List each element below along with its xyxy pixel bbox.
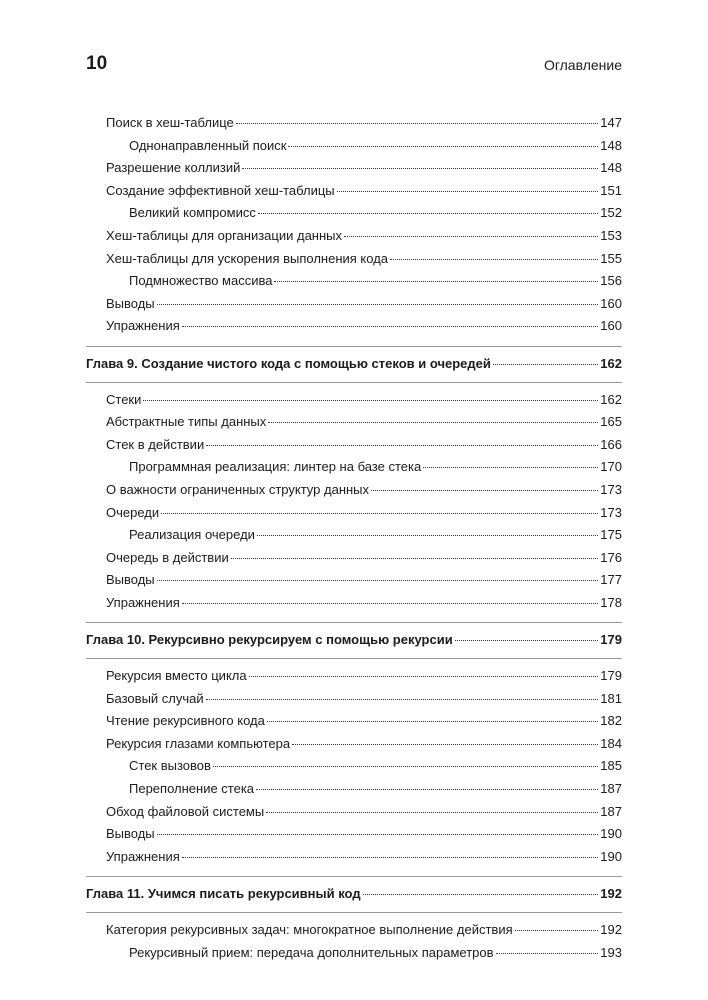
toc-entry-title: Подмножество массива bbox=[129, 273, 273, 289]
section-divider bbox=[86, 652, 622, 665]
toc-chapter-entry[interactable] bbox=[86, 883, 622, 906]
toc-section-entry[interactable] bbox=[86, 823, 622, 846]
toc-section-entry[interactable] bbox=[86, 547, 622, 570]
toc-page-number: 179 bbox=[600, 632, 622, 648]
dot-leader bbox=[257, 535, 598, 536]
dot-leader bbox=[274, 281, 598, 282]
toc-entry-title: Стек в действии bbox=[106, 436, 205, 452]
toc-entry-title: Категория рекурсивных задач: многократное выполнение действия bbox=[106, 922, 513, 937]
dot-leader bbox=[363, 894, 599, 895]
toc-entry-title: Программная реализация: линтер на базе стека bbox=[129, 459, 422, 475]
toc-page-number: 170 bbox=[600, 459, 622, 475]
dot-leader bbox=[157, 834, 599, 835]
toc-subsection-entry[interactable] bbox=[86, 135, 622, 158]
toc-section-entry[interactable] bbox=[86, 389, 622, 412]
toc-page-number: 166 bbox=[600, 436, 622, 452]
toc-entry-title: Хеш-таблицы для организации данных bbox=[106, 227, 343, 243]
toc-entry-title: Рекурсивный прием: передача дополнительных параметров bbox=[129, 944, 494, 960]
toc-page-number: 175 bbox=[600, 527, 622, 543]
toc-section-entry[interactable] bbox=[86, 248, 622, 271]
dot-leader bbox=[206, 699, 599, 700]
dot-leader bbox=[496, 953, 599, 954]
toc-section-entry[interactable] bbox=[86, 733, 622, 756]
toc-page-number: 151 bbox=[600, 182, 622, 198]
toc-page-number: 160 bbox=[600, 318, 622, 334]
section-divider bbox=[86, 906, 622, 919]
toc-section-entry[interactable] bbox=[86, 479, 622, 502]
toc-page-number: 155 bbox=[600, 250, 622, 266]
toc-entry-title: Стеки bbox=[106, 391, 142, 407]
toc-page-number: 165 bbox=[600, 414, 622, 430]
toc-entry-title: Стек вызовов bbox=[129, 758, 211, 774]
toc-section-entry[interactable] bbox=[86, 157, 622, 180]
toc-subsection-entry[interactable] bbox=[86, 524, 622, 547]
dot-leader bbox=[288, 146, 598, 147]
section-divider bbox=[86, 338, 622, 353]
toc-page-number: 182 bbox=[600, 713, 622, 729]
dot-leader bbox=[258, 213, 598, 214]
dot-leader bbox=[157, 580, 599, 581]
dot-leader bbox=[390, 259, 598, 260]
toc-section-entry[interactable] bbox=[86, 846, 622, 869]
toc-section-entry[interactable] bbox=[86, 592, 622, 615]
toc-page-number: 177 bbox=[600, 572, 622, 588]
toc-section-entry[interactable] bbox=[86, 502, 622, 525]
toc-entry-title: Великий компромисс bbox=[129, 205, 256, 221]
toc-page-number: 192 bbox=[600, 922, 622, 937]
section-divider bbox=[86, 868, 622, 883]
toc-subsection-entry[interactable] bbox=[86, 755, 622, 778]
dot-leader bbox=[231, 558, 599, 559]
toc-section-entry[interactable] bbox=[86, 112, 622, 135]
toc-page-number: 153 bbox=[600, 227, 622, 243]
toc-entry-title: О важности ограниченных структур данных bbox=[106, 481, 370, 497]
dot-leader bbox=[182, 857, 599, 858]
dot-leader bbox=[249, 676, 599, 677]
dot-leader bbox=[161, 513, 598, 514]
toc-entry-title: Абстрактные типы данных bbox=[106, 414, 267, 430]
dot-leader bbox=[455, 640, 599, 641]
toc-subsection-entry[interactable] bbox=[86, 942, 622, 965]
toc-page-number: 192 bbox=[600, 886, 622, 902]
toc-subsection-entry[interactable] bbox=[86, 202, 622, 225]
toc-page-number: 176 bbox=[600, 549, 622, 565]
toc-entry-title: Разрешение коллизий bbox=[106, 160, 241, 176]
toc-page-number: 160 bbox=[600, 295, 622, 311]
toc-section-entry[interactable] bbox=[86, 411, 622, 434]
running-title: Оглавление bbox=[543, 57, 622, 73]
toc-entry-title: Однонаправленный поиск bbox=[129, 137, 287, 153]
toc-entry-title: Рекурсия глазами компьютера bbox=[106, 735, 291, 751]
dot-leader bbox=[423, 467, 598, 468]
toc-entry-title: Глава 9. Создание чистого кода с помощью стеков и очередей bbox=[86, 355, 491, 371]
toc-entry-title: Упражнения bbox=[106, 318, 180, 334]
toc-entry-title: Чтение рекурсивного кода bbox=[106, 713, 265, 729]
dot-leader bbox=[242, 168, 598, 169]
toc-page-number: 152 bbox=[600, 205, 622, 221]
dot-leader bbox=[292, 744, 598, 745]
toc-section-entry[interactable] bbox=[86, 688, 622, 711]
dot-leader bbox=[143, 400, 598, 401]
toc-entry-title: Глава 11. Учимся писать рекурсивный код bbox=[86, 886, 361, 902]
dot-leader bbox=[182, 326, 599, 327]
section-divider bbox=[86, 614, 622, 629]
dot-leader bbox=[213, 766, 598, 767]
toc-entry-title: Хеш-таблицы для ускорения выполнения кода bbox=[106, 250, 389, 266]
dot-leader bbox=[515, 930, 599, 931]
toc-subsection-entry[interactable] bbox=[86, 270, 622, 293]
toc-entry-title: Упражнения bbox=[106, 848, 180, 864]
toc-entry-title: Переполнение стека bbox=[129, 781, 255, 797]
toc-entry-title: Поиск в хеш-таблице bbox=[106, 115, 234, 130]
toc-entry-title: Упражнения bbox=[106, 594, 180, 610]
toc-page-number: 179 bbox=[600, 668, 622, 684]
toc-entry-title: Базовый случай bbox=[106, 690, 204, 706]
section-divider bbox=[86, 376, 622, 389]
toc-page-number: 185 bbox=[600, 758, 622, 774]
dot-leader bbox=[266, 812, 598, 813]
dot-leader bbox=[268, 422, 598, 423]
toc-entry-title: Выводы bbox=[106, 295, 155, 311]
toc-page-number: 181 bbox=[600, 690, 622, 706]
toc-section-entry[interactable] bbox=[86, 180, 622, 203]
toc-page-number: 187 bbox=[600, 803, 622, 819]
toc-page-number: 187 bbox=[600, 781, 622, 797]
dot-leader bbox=[267, 721, 598, 722]
toc-entry-title: Создание эффективной хеш-таблицы bbox=[106, 182, 335, 198]
toc-page-number: 190 bbox=[600, 826, 622, 842]
toc-section-entry[interactable] bbox=[86, 569, 622, 592]
toc-section-entry[interactable] bbox=[86, 919, 622, 942]
toc-chapter-entry[interactable] bbox=[86, 353, 622, 376]
dot-leader bbox=[182, 603, 599, 604]
toc-page-number: 156 bbox=[600, 273, 622, 289]
toc-entry-title: Выводы bbox=[106, 826, 155, 842]
dot-leader bbox=[344, 236, 598, 237]
toc-section-entry[interactable] bbox=[86, 293, 622, 316]
dot-leader bbox=[157, 304, 599, 305]
toc-chapter-entry[interactable] bbox=[86, 629, 622, 652]
toc-section-entry[interactable] bbox=[86, 434, 622, 457]
dot-leader bbox=[493, 364, 598, 365]
dot-leader bbox=[337, 191, 599, 192]
toc-page-number: 162 bbox=[600, 391, 622, 407]
dot-leader bbox=[206, 445, 598, 446]
toc-subsection-entry[interactable] bbox=[86, 456, 622, 479]
toc-page-number: 178 bbox=[600, 594, 622, 610]
toc-entry-title: Очередь в действии bbox=[106, 549, 229, 565]
dot-leader bbox=[236, 123, 599, 124]
dot-leader bbox=[371, 490, 598, 491]
toc-page-number: 147 bbox=[600, 115, 622, 130]
toc-entry-title: Реализация очереди bbox=[129, 527, 255, 543]
toc-page-number: 184 bbox=[600, 735, 622, 751]
toc-page-number: 148 bbox=[600, 137, 622, 153]
toc-entry-title: Обход файловой системы bbox=[106, 803, 265, 819]
toc-page-number: 173 bbox=[600, 504, 622, 520]
toc-section-entry[interactable] bbox=[86, 665, 622, 688]
dot-leader bbox=[256, 789, 598, 790]
toc-section-entry[interactable] bbox=[86, 225, 622, 248]
toc-entry-title: Рекурсия вместо цикла bbox=[106, 668, 247, 684]
toc-page-number: 193 bbox=[600, 944, 622, 960]
toc-entry-title: Глава 10. Рекурсивно рекурсируем с помощью рекурсии bbox=[86, 632, 453, 648]
page-number: 10 bbox=[86, 53, 108, 74]
toc-subsection-entry[interactable] bbox=[86, 778, 622, 801]
toc-entry-title: Очереди bbox=[106, 504, 160, 520]
table-of-contents bbox=[86, 112, 622, 964]
toc-page-number: 190 bbox=[600, 848, 622, 864]
toc-section-entry[interactable] bbox=[86, 315, 622, 338]
toc-page-number: 162 bbox=[600, 355, 622, 371]
toc-page-number: 173 bbox=[600, 481, 622, 497]
toc-section-entry[interactable] bbox=[86, 710, 622, 733]
toc-section-entry[interactable] bbox=[86, 801, 622, 824]
toc-page-number: 148 bbox=[600, 160, 622, 176]
toc-entry-title: Выводы bbox=[106, 572, 155, 588]
